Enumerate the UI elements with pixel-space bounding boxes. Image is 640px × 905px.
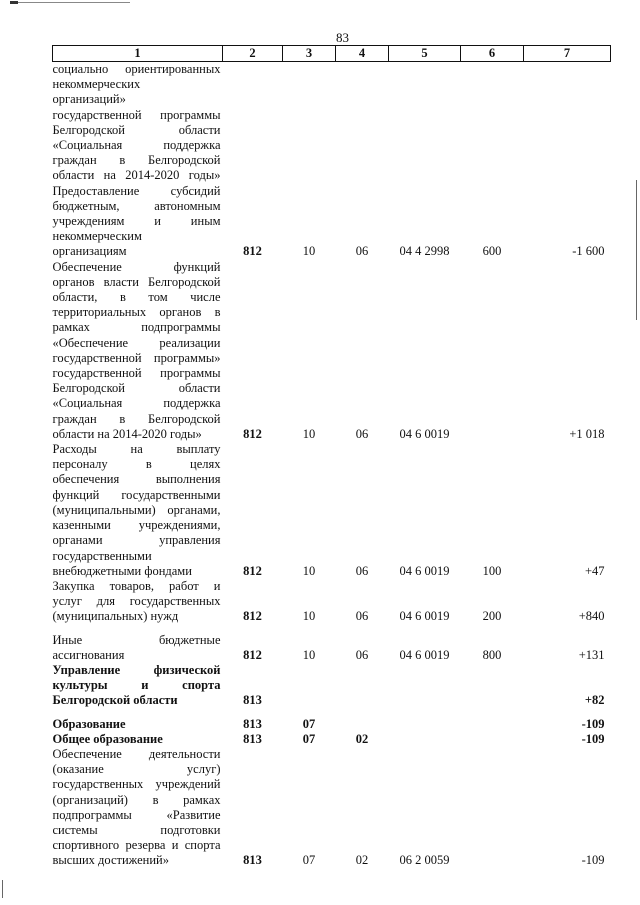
cell-col-2: 813 xyxy=(243,693,262,708)
header-col-2: 2 xyxy=(223,46,283,62)
table-row xyxy=(53,633,611,663)
header-col-4: 4 xyxy=(336,46,389,62)
cell-col-2: 813 xyxy=(243,853,262,868)
description-line: организациям xyxy=(52,244,127,259)
cell-col-7: +82 xyxy=(584,693,605,708)
description-line: Управление физической xyxy=(52,662,221,677)
table-row xyxy=(53,442,611,579)
cell-col-4: 06 xyxy=(355,647,369,662)
cell-col-6 xyxy=(461,732,524,747)
cell-col-2: 812 xyxy=(243,563,262,578)
cell-col-6 xyxy=(461,663,524,709)
cell-col-5 xyxy=(389,732,461,747)
table-row xyxy=(53,732,611,747)
description-line: некоммерческим xyxy=(52,229,142,244)
top-rule xyxy=(10,2,130,11)
cell-col-5: 04 6 0019 xyxy=(399,426,450,441)
description-line: Образование xyxy=(52,716,126,731)
description-line: Предоставление субсидий xyxy=(52,183,221,198)
cell-col-4 xyxy=(336,717,389,732)
page-number: 83 xyxy=(336,30,349,45)
cell-col-6: 800 xyxy=(482,647,502,662)
cell-col-5: 04 4 2998 xyxy=(399,244,450,259)
description-line: «Социальная поддержка xyxy=(52,396,221,411)
row-description xyxy=(53,62,223,260)
margin-mark xyxy=(636,180,637,320)
description-line: высших достижений» xyxy=(52,853,169,868)
description-line: казенными учреждениями, xyxy=(52,518,221,533)
cell-col-7: +840 xyxy=(578,609,605,624)
header-col-1: 1 xyxy=(53,46,223,62)
cell-col-7: +47 xyxy=(584,563,605,578)
cell-col-2: 812 xyxy=(243,426,262,441)
description-line: органов власти Белгородской xyxy=(52,274,221,289)
description-line: обеспечения выполнения xyxy=(52,472,221,487)
description-line: Белгородской области xyxy=(52,381,221,396)
cell-col-3: 07 xyxy=(302,731,316,746)
table-row xyxy=(53,747,611,869)
description-line: граждан в Белгородской xyxy=(52,153,221,168)
description-line: спортивного резерва и спорта xyxy=(52,838,221,853)
description-line: области на 2014-2020 годы» xyxy=(52,168,221,183)
description-line: граждан в Белгородской xyxy=(52,411,221,426)
row-description xyxy=(53,442,223,579)
cell-col-7: -109 xyxy=(581,716,605,731)
cell-col-5: 04 6 0019 xyxy=(399,647,450,662)
cell-col-7: +1 018 xyxy=(569,426,605,441)
cell-col-4: 06 xyxy=(355,426,369,441)
cell-col-5 xyxy=(389,663,461,709)
row-description xyxy=(53,633,223,663)
description-line: органами управления xyxy=(52,533,221,548)
description-line: (организаций) в рамках xyxy=(52,792,221,807)
description-line: области, в том числе xyxy=(52,290,221,305)
description-line: Расходы на выплату xyxy=(52,442,221,457)
description-line: государственными xyxy=(52,548,152,563)
cell-col-7: +131 xyxy=(578,647,605,662)
cell-col-2: 812 xyxy=(243,244,262,259)
header-col-3: 3 xyxy=(283,46,336,62)
cell-col-3: 10 xyxy=(302,563,316,578)
description-line: государственной программы xyxy=(52,366,221,381)
table-row xyxy=(53,260,611,442)
cell-col-3: 10 xyxy=(302,609,316,624)
cell-col-4: 06 xyxy=(355,609,369,624)
cell-col-7: -109 xyxy=(581,853,605,868)
header-row xyxy=(53,46,611,62)
cell-col-4: 02 xyxy=(355,853,369,868)
row-description xyxy=(53,732,223,747)
row-description xyxy=(53,579,223,625)
description-line: (муниципальных) нужд xyxy=(52,609,179,624)
cell-col-2: 812 xyxy=(243,647,262,662)
cell-col-5: 06 2 0059 xyxy=(399,853,450,868)
cell-col-5: 04 6 0019 xyxy=(399,563,450,578)
description-line: рамках подпрограммы xyxy=(52,320,221,335)
description-line: услуг для государственных xyxy=(52,594,221,609)
description-line: государственной программы xyxy=(52,107,221,122)
cell-col-7: -109 xyxy=(581,731,605,746)
cell-col-2: 813 xyxy=(243,731,262,746)
description-line: Закупка товаров, работ и xyxy=(52,578,221,593)
description-line: подпрограммы «Развитие xyxy=(52,807,221,822)
description-line: персоналу в целях xyxy=(52,457,221,472)
cell-col-6: 600 xyxy=(482,244,502,259)
description-line: Иные бюджетные xyxy=(52,632,221,647)
row-spacer xyxy=(53,709,611,717)
table-row xyxy=(53,579,611,625)
cell-col-5: 04 6 0019 xyxy=(399,609,450,624)
description-line: ассигнования xyxy=(52,647,125,662)
header-col-5: 5 xyxy=(389,46,461,62)
description-line: области на 2014-2020 годы» xyxy=(52,426,202,441)
cell-col-6 xyxy=(461,260,524,442)
description-line: Обеспечение деятельности xyxy=(52,746,221,761)
cell-col-3: 10 xyxy=(302,426,316,441)
margin-mark-bottom xyxy=(2,880,3,898)
description-line: социально ориентированных xyxy=(52,62,221,76)
description-line: Обеспечение функций xyxy=(52,259,221,274)
description-line: функций государственными xyxy=(52,487,221,502)
row-description xyxy=(53,260,223,442)
description-line: (оказание услуг) xyxy=(52,762,221,777)
cell-col-7: -1 600 xyxy=(572,244,605,259)
description-line: Общее образование xyxy=(52,731,163,746)
description-line: внебюджетными фондами xyxy=(52,563,192,578)
cell-col-6 xyxy=(461,747,524,869)
table-row xyxy=(53,717,611,732)
description-line: Белгородской области xyxy=(52,693,178,708)
cell-col-6 xyxy=(461,717,524,732)
description-line: культуры и спорта xyxy=(52,678,221,693)
cell-col-4: 06 xyxy=(355,244,369,259)
budget-table xyxy=(52,45,611,869)
description-line: организаций» xyxy=(52,92,126,107)
cell-col-3: 10 xyxy=(302,647,316,662)
description-line: территориальных органов в xyxy=(52,305,221,320)
description-line: системы подготовки xyxy=(52,822,221,837)
description-line: учреждениям и иным xyxy=(52,214,221,229)
description-line: государственных учреждений xyxy=(52,777,221,792)
row-spacer xyxy=(53,625,611,633)
description-line: бюджетным, автономным xyxy=(52,198,221,213)
table-row xyxy=(53,663,611,709)
cell-col-4: 06 xyxy=(355,563,369,578)
cell-col-3: 10 xyxy=(302,244,316,259)
cell-col-2: 812 xyxy=(243,609,262,624)
header-col-7: 7 xyxy=(524,46,611,62)
header-col-6: 6 xyxy=(461,46,524,62)
cell-col-5 xyxy=(389,717,461,732)
description-line: «Социальная поддержка xyxy=(52,138,221,153)
row-description xyxy=(53,747,223,869)
row-description xyxy=(53,663,223,709)
description-line: Белгородской области xyxy=(52,122,221,137)
description-line: «Обеспечение реализации xyxy=(52,335,221,350)
description-line: некоммерческих xyxy=(52,77,141,92)
cell-col-3: 07 xyxy=(302,853,316,868)
cell-col-6: 200 xyxy=(482,609,502,624)
description-line: государственной программы» xyxy=(52,350,221,365)
cell-col-2: 813 xyxy=(243,716,262,731)
cell-col-3: 07 xyxy=(302,716,316,731)
cell-col-4 xyxy=(336,663,389,709)
table-row xyxy=(53,62,611,260)
cell-col-3 xyxy=(283,663,336,709)
cell-col-4: 02 xyxy=(355,731,369,746)
cell-col-6: 100 xyxy=(482,563,502,578)
row-description xyxy=(53,717,223,732)
description-line: (муниципальными) органами, xyxy=(52,502,221,517)
